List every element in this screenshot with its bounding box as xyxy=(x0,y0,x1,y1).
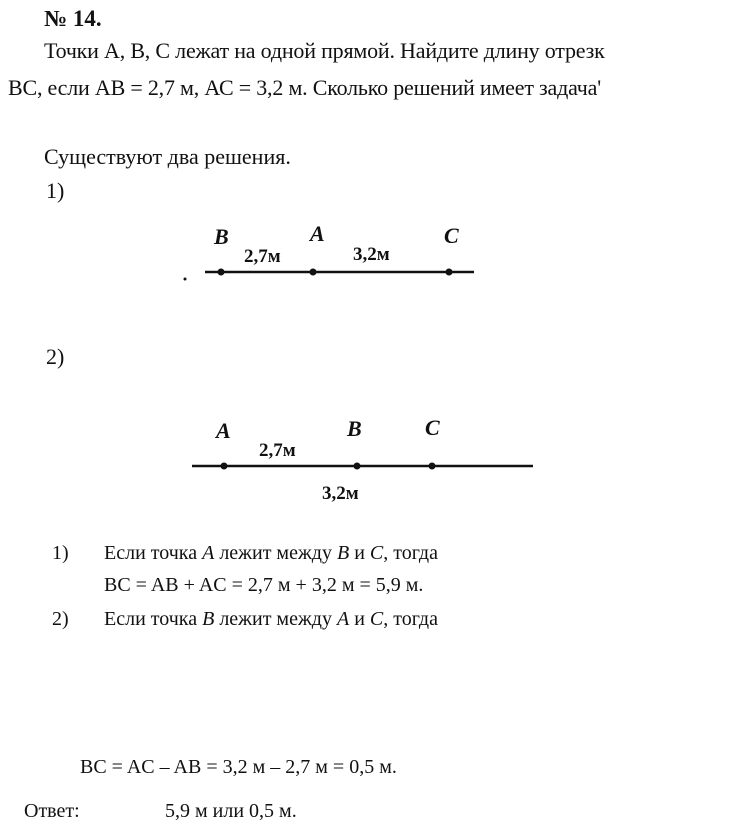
segment-label-case-2-first: 2,7м xyxy=(259,440,296,461)
problem-statement-line-1: Точки А, В, С лежат на одной прямой. Найдите длину отрезк xyxy=(44,38,605,63)
case-1-label: 1) xyxy=(46,178,65,203)
point-case-2-second xyxy=(354,463,361,470)
point-case-1-second xyxy=(310,269,317,276)
case-2-label: 2) xyxy=(46,344,65,369)
problem-number: № 14. xyxy=(44,6,102,31)
point-label-case-1-third: C xyxy=(444,223,459,248)
problem-statement-line-2: ВС, если АВ = 2,7 м, АС = 3,2 м. Сколько решений имеет задача' xyxy=(8,75,601,100)
answer-value: 5,9 м или 0,5 м. xyxy=(165,800,297,822)
point-label-case-1-first: B xyxy=(214,224,229,249)
diagram-case-1 xyxy=(184,221,475,281)
solution-step-2-formula: BC = AC – AB = 3,2 м – 2,7 м = 0,5 м. xyxy=(80,756,397,778)
point-case-2-third xyxy=(429,463,436,470)
segment-label-case-2-second: 3,2м xyxy=(322,483,359,504)
point-case-2-first xyxy=(221,463,228,470)
point-label-case-2-third: C xyxy=(425,415,440,440)
stray-dot xyxy=(184,278,187,281)
answer-label: Ответ: xyxy=(24,800,80,822)
point-label-case-1-second: A xyxy=(310,221,325,246)
solution-step-2-text: Если точка B лежит между A и C, тогда xyxy=(104,608,438,630)
point-case-1-first xyxy=(218,269,225,276)
point-label-case-2-second: B xyxy=(347,416,362,441)
segment-label-case-1-second: 3,2м xyxy=(353,244,390,265)
solution-step-1-text: Если точка A лежит между B и C, тогда xyxy=(104,542,438,564)
solution-step-1-number: 1) xyxy=(52,542,69,564)
segment-label-case-1-first: 2,7м xyxy=(244,246,281,267)
point-label-case-2-first: A xyxy=(216,418,231,443)
point-case-1-third xyxy=(446,269,453,276)
solution-step-1-formula: BC = AB + AC = 2,7 м + 3,2 м = 5,9 м. xyxy=(104,574,424,596)
solution-step-2-number: 2) xyxy=(52,608,69,630)
solutions-intro: Существуют два решения. xyxy=(44,144,291,169)
diagram-case-2 xyxy=(192,415,533,504)
